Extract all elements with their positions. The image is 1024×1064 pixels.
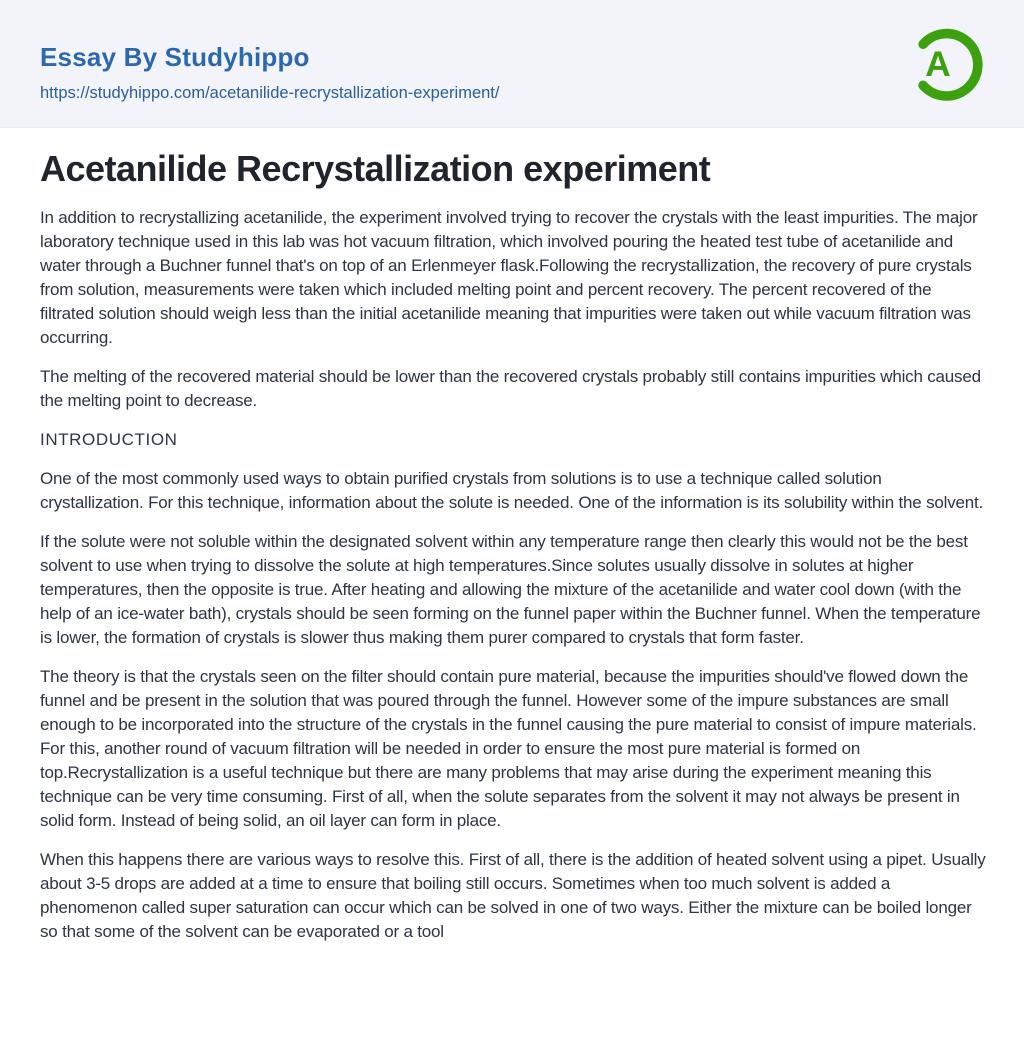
page-header [0,0,1024,128]
paragraph: The theory is that the crystals seen on the filter should contain pure material, because the impurities should've flowed down the funnel and be present in the solution that was poured through the funnel. However some of the impure substances are small enough to be incorporated into the structure of the crystals in the funnel causing the pure material to consist of impure materials. For this, another round of vacuum filtration will be needed in order to ensure the most pure material is formed on top.Recrystallization is a useful technique but there are many problems that may arise during the experiment meaning this technique can be very time consuming. First of all, when the solute separates from the solvent it may not always be present in solid form. Instead of being solid, an oil layer can form in place. [40,667,977,830]
paragraph: If the solute were not soluble within the designated solvent within any temperature range then clearly this would not be the best solvent to use when trying to dissolve the solute at high temperatures.Since solutes usually dissolve in solutes at higher temperatures, then the opposite is true. After heating and allowing the mixture of the acetanilide and water cool down (with the help of an ice-water bath), crystals should be seen forming on the funnel paper within the Buchner funnel. When the temperature is lower, the formation of crystals is slower thus making them purer compared to crystals that form faster. [40,532,981,647]
paragraph: The melting of the recovered material should be lower than the recovered crystals probably still contains impurities which caused the melting point to decrease. [40,367,981,410]
logo-arc-icon [906,24,986,104]
paragraph: One of the most commonly used ways to obtain purified crystals from solutions is to use a technique called solution crystallization. For this technique, information about the solute is needed. One of the information is its solubility within the solvent. [40,469,984,512]
article [0,128,1024,944]
logo-letter: A [925,45,951,84]
page-title: Acetanilide Recrystallization experiment [40,148,711,189]
paragraph: In addition to recrystallizing acetanilide, the experiment involved trying to recover the crystals with the least impurities. The major laboratory technique used in this lab was hot vacuum filtration, which involved pouring the heated test tube of acetanilide and water through a Buchner funnel that's on top of an Erlenmeyer flask.Following the recrystallization, the recovery of pure crystals from solution, measurements were taken which included melting point and percent recovery. The percent recovered of the filtrated solution should weigh less than the initial acetanilide meaning that impurities were taken out while vacuum filtration was occurring. [40,208,978,347]
page-url-link[interactable]: https://studyhippo.com/acetanilide-recrystallization-experiment/ [40,84,500,102]
paragraph: When this happens there are various ways to resolve this. First of all, there is the addition of heated solvent using a pipet. Usually about 3-5 drops are added at a time to ensure that boiling still occurs. Sometimes when too much solvent is added a phenomenon called super saturation can occur which can be solved in one of two ways. Either the mixture can be boiled longer so that some of the solvent can be evaporated or a tool [40,850,986,941]
site-title: Essay By Studyhippo [40,42,310,72]
studyhippo-logo [906,24,986,104]
section-heading-introduction: INTRODUCTION [40,430,178,449]
